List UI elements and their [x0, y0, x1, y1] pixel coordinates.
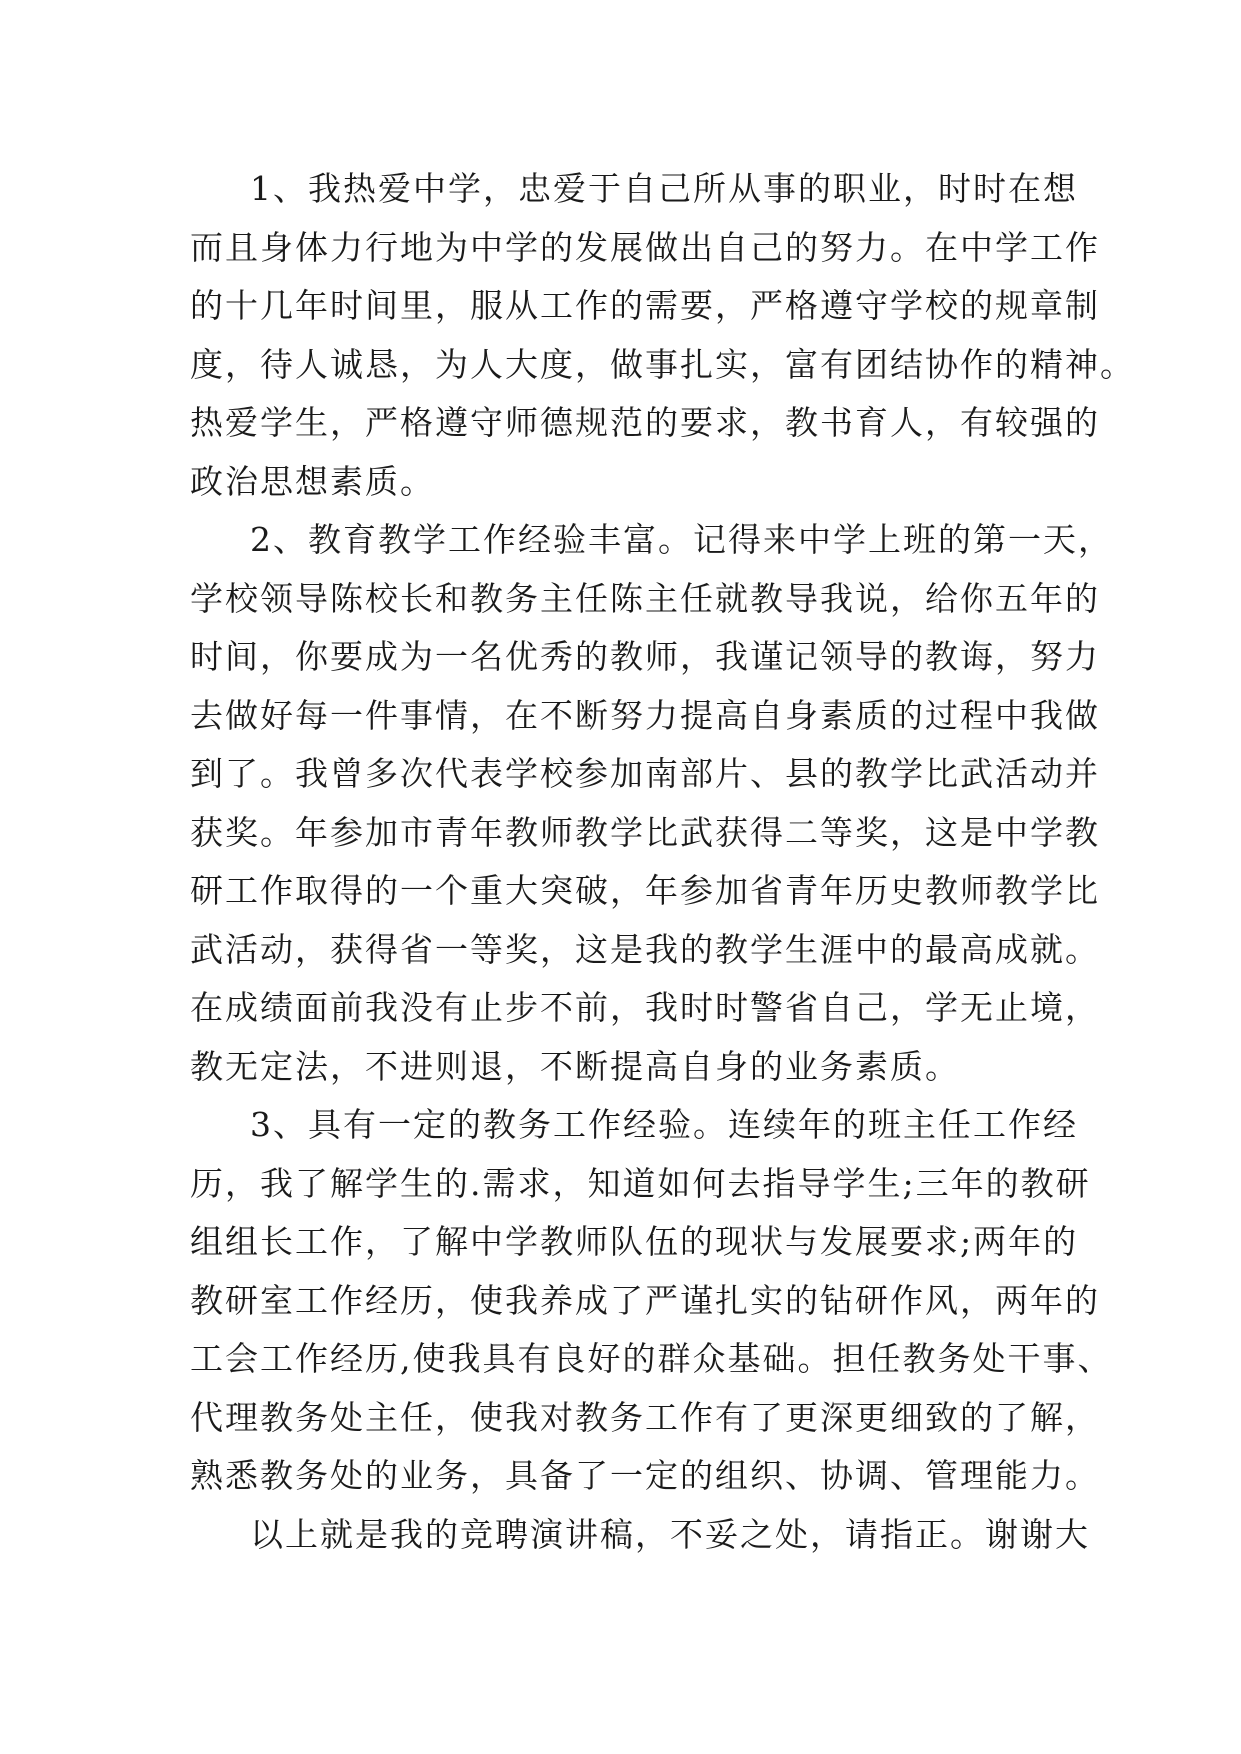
paragraph-line: 到了。我曾多次代表学校参加南部片、县的教学比武活动并: [190, 754, 1100, 793]
paragraph-line: 政治思想素质。: [190, 461, 435, 501]
paragraph-line: 时间，你要成为一名优秀的教师，我谨记领导的教诲，努力: [190, 637, 1100, 676]
paragraph-line: 历，我了解学生的.需求，知道如何去指导学生;三年的教研: [190, 1163, 1091, 1203]
paragraph-line: 度，待人诚恳，为人大度，做事扎实，富有团结协作的精神。: [190, 344, 1135, 384]
paragraph-first-line: 2、教育教学工作经验丰富。记得来中学上班的第一天，: [250, 520, 1113, 559]
paragraph-line: 热爱学生，严格遵守师德规范的要求，教书育人，有较强的: [190, 403, 1100, 442]
paragraph-line: 研工作取得的一个重大突破，年参加省青年历史教师教学比: [190, 871, 1100, 910]
paragraph-line: 去做好每一件事情，在不断努力提高自身素质的过程中我做: [190, 695, 1100, 735]
paragraph-line: 在成绩面前我没有止步不前，我时时警省自己，学无止境，: [190, 988, 1100, 1027]
paragraph-line: 教研室工作经历，使我养成了严谨扎实的钻研作风，两年的: [190, 1280, 1100, 1320]
paragraph-first-line: 1、我热爱中学，忠爱于自己所从事的职业，时时在想: [250, 169, 1078, 208]
paragraph-line: 获奖。年参加市青年教师教学比武获得二等奖，这是中学教: [190, 812, 1100, 852]
paragraph-line: 工会工作经历,使我具有良好的群众基础。担任教务处干事、: [190, 1339, 1113, 1378]
paragraph-line: 组组长工作，了解中学教师队伍的现状与发展要求;两年的: [190, 1222, 1079, 1261]
paragraph-line: 而且身体力行地为中学的发展做出自己的努力。在中学工作: [190, 227, 1100, 267]
paragraph-line: 代理教务处主任，使我对教务工作有了更深更细致的了解，: [190, 1397, 1100, 1437]
paragraph-first-line: 3、具有一定的教务工作经验。连续年的班主任工作经: [250, 1105, 1078, 1144]
paragraph-line: 学校领导陈校长和教务主任陈主任就教导我说，给你五年的: [190, 578, 1100, 618]
paragraph-first-line: 以上就是我的竞聘演讲稿，不妥之处，请指正。谢谢大: [250, 1514, 1090, 1554]
paragraph-line: 武活动，获得省一等奖，这是我的教学生涯中的最高成就。: [190, 929, 1100, 969]
paragraph-line: 的十几年时间里，服从工作的需要，严格遵守学校的规章制: [190, 286, 1100, 325]
paragraph-line: 教无定法，不进则退，不断提高自身的业务素质。: [190, 1046, 960, 1086]
paragraph-line: 熟悉教务处的业务，具备了一定的组织、协调、管理能力。: [190, 1456, 1100, 1495]
document-body: [190, 160, 1135, 1564]
